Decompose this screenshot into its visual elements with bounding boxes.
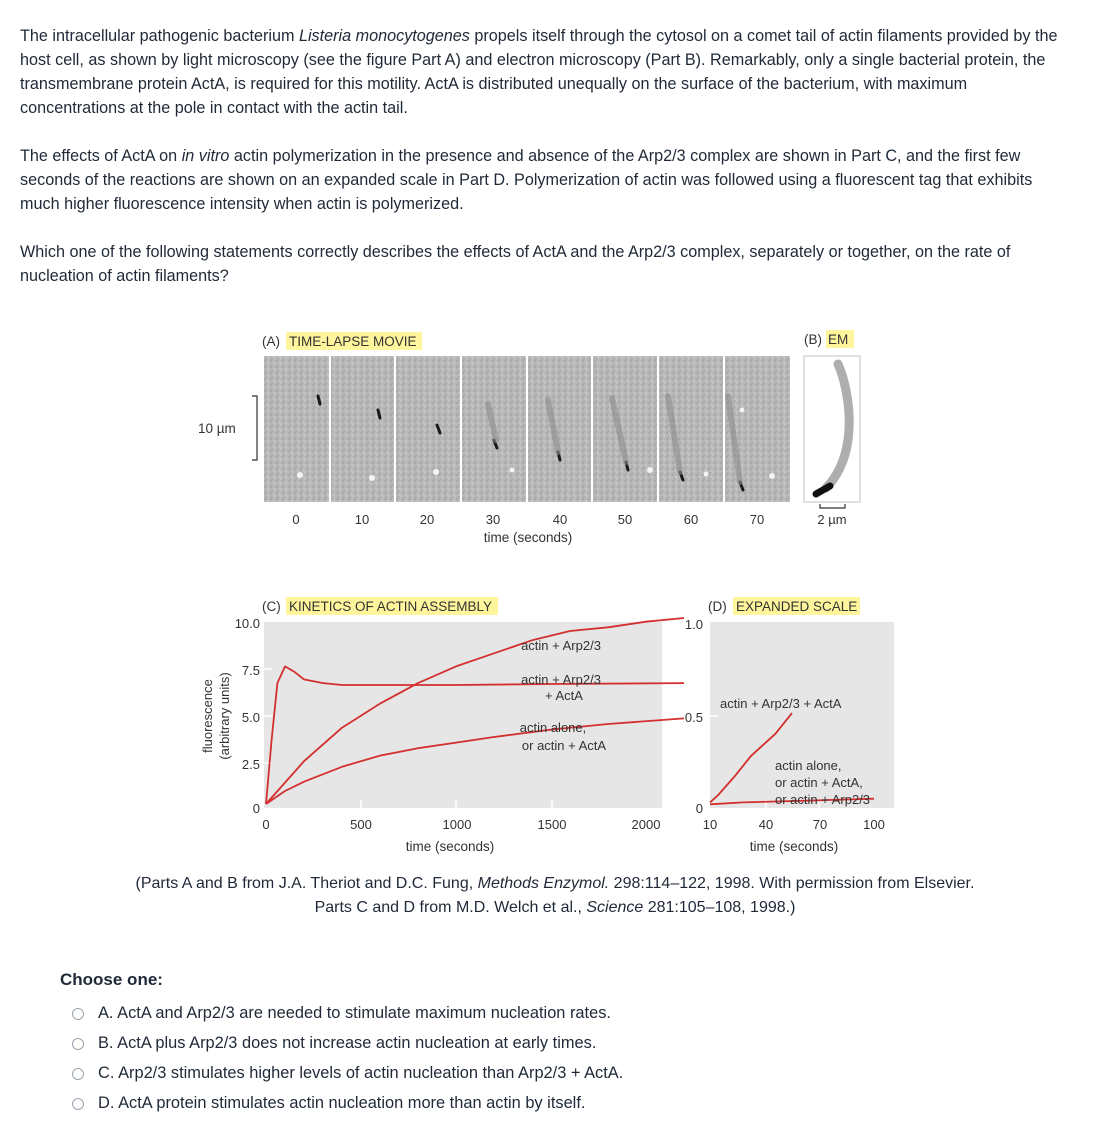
x-tick-label: 500	[350, 817, 372, 832]
panel-c-title: KINETICS OF ACTIN ASSEMBLY	[289, 599, 493, 614]
y-tick-label: 0	[695, 801, 703, 816]
x-tick-label: 10	[702, 817, 718, 832]
time-tick: 10	[354, 512, 370, 527]
x-tick-label: 1500	[537, 817, 567, 832]
em-scale-bar	[820, 504, 845, 508]
panel-a	[198, 332, 790, 545]
y-tick-label: 0.5	[684, 710, 703, 725]
panel-d-yticks	[685, 617, 703, 816]
option-a[interactable]	[72, 1004, 611, 1023]
credit-line-1: (Parts A and B from J.A. Theriot and D.C. Fung, Methods Enzymol. 298:114–122, 1998. With permission from Elsevier.	[135, 875, 975, 892]
question-paragraph-1: The intracellular pathogenic bacterium Listeria monocytogenes propels itself through the cytosol on a comet tail of actin filaments provided by the host cell, as shown by light microscopy (see the figure Part A) and electron microscopy (Part B). Remarkably, only a single bacterial protein, the transmembrane protein ActA, is required for this motility. ActA is distributed unequally on the surface of the bacterium, with maximum concentrations at the pole in contact with the actin tail.	[20, 27, 1058, 117]
panel-b-prefix: (B)	[804, 332, 822, 347]
panel-d	[685, 597, 894, 854]
panel-b	[804, 330, 860, 527]
panel-c-ylabel-line2: (arbitrary units)	[217, 672, 232, 760]
y-tick-label: 0	[252, 801, 260, 816]
radio-circle-icon[interactable]	[72, 1068, 84, 1080]
option-c-label: C. Arp2/3 stimulates higher levels of actin nucleation than Arp2/3 + ActA.	[98, 1064, 624, 1082]
time-tick: 70	[749, 512, 765, 527]
series-label: actin + Arp2/3	[521, 638, 601, 653]
time-ticks	[292, 512, 764, 527]
panel-c	[200, 597, 684, 854]
panel-d-title: EXPANDED SCALE	[736, 599, 858, 614]
time-lapse-frames	[264, 356, 790, 502]
option-d[interactable]	[72, 1094, 585, 1113]
x-tick-label: 0	[262, 817, 270, 832]
radio-circle-icon[interactable]	[72, 1008, 84, 1020]
panel-c-prefix: (C)	[262, 599, 281, 614]
panel-a-prefix: (A)	[262, 334, 280, 349]
credit-line-2: Parts C and D from M.D. Welch et al., Science 281:105–108, 1998.)	[314, 899, 796, 916]
x-tick-label: 40	[758, 817, 774, 832]
x-tick-label: 2000	[631, 817, 661, 832]
panel-b-title: EM	[828, 332, 849, 347]
y-tick-label: 7.5	[241, 663, 260, 678]
figure-credit	[60, 872, 1050, 920]
series-label: or actin + ActA	[521, 738, 607, 753]
radio-circle-icon[interactable]	[72, 1098, 84, 1110]
x-tick-label: 1000	[442, 817, 472, 832]
y-tick-label: 10.0	[234, 616, 260, 631]
time-tick: 60	[683, 512, 699, 527]
y-tick-label: 1.0	[684, 617, 703, 632]
panel-c-xticks	[262, 817, 660, 832]
panel-c-yticks	[235, 616, 260, 816]
scale-bar	[252, 396, 257, 460]
series-label: + ActA	[545, 688, 583, 703]
panel-d-xticks	[703, 817, 885, 832]
series-label: or actin + ActA,	[775, 775, 863, 790]
time-tick: 50	[617, 512, 633, 527]
panel-c-plot-area	[264, 622, 662, 808]
series-label: actin + Arp2/3	[521, 672, 601, 687]
em-scale-label: 2 µm	[817, 512, 847, 527]
question-paragraph-2: The effects of ActA on in vitro actin polymerization in the presence and absence of the Arp2/3 complex are shown in Part C, and the first few seconds of the reactions are shown on an expanded scale in Part D. Polymerization of actin was followed using a fluorescent tag that exhibits much higher fluorescence intensity when actin is polymerized.	[20, 147, 1033, 213]
option-d-label: D. ActA protein stimulates actin nucleation more than actin by itself.	[98, 1094, 586, 1112]
time-tick: 40	[552, 512, 568, 527]
series-label: actin alone,	[775, 758, 842, 773]
y-tick-label: 2.5	[241, 757, 260, 772]
panel-c-xlabel: time (seconds)	[405, 839, 495, 854]
option-b[interactable]	[72, 1034, 596, 1053]
time-tick: 0	[292, 512, 300, 527]
option-a-label: A. ActA and Arp2/3 are needed to stimulate maximum nucleation rates.	[98, 1004, 611, 1022]
scale-bar-label: 10 µm	[198, 421, 236, 436]
series-label: or actin + Arp2/3	[775, 792, 871, 807]
panel-c-ylabel-line1: fluorescence	[200, 679, 215, 753]
panel-d-prefix: (D)	[708, 599, 727, 614]
choose-one-heading: Choose one:	[60, 970, 163, 989]
option-b-label: B. ActA plus Arp2/3 does not increase actin nucleation at early times.	[98, 1034, 597, 1052]
series-label: actin alone,	[519, 720, 587, 735]
panel-d-xlabel: time (seconds)	[749, 839, 839, 854]
question-prompt: Which one of the following statements correctly describes the effects of ActA and the Arp2/3 complex, separately or together, on the rate of nucleation of actin filaments?	[20, 243, 1011, 285]
x-tick-label: 70	[812, 817, 828, 832]
series-label: actin + Arp2/3 + ActA	[720, 696, 842, 711]
panel-a-title: TIME-LAPSE MOVIE	[289, 334, 417, 349]
y-tick-label: 5.0	[241, 710, 260, 725]
x-tick-label: 100	[863, 817, 885, 832]
radio-circle-icon[interactable]	[72, 1038, 84, 1050]
option-c[interactable]	[72, 1064, 623, 1083]
time-tick: 30	[485, 512, 501, 527]
panel-a-xlabel: time (seconds)	[483, 530, 573, 545]
time-tick: 20	[419, 512, 435, 527]
